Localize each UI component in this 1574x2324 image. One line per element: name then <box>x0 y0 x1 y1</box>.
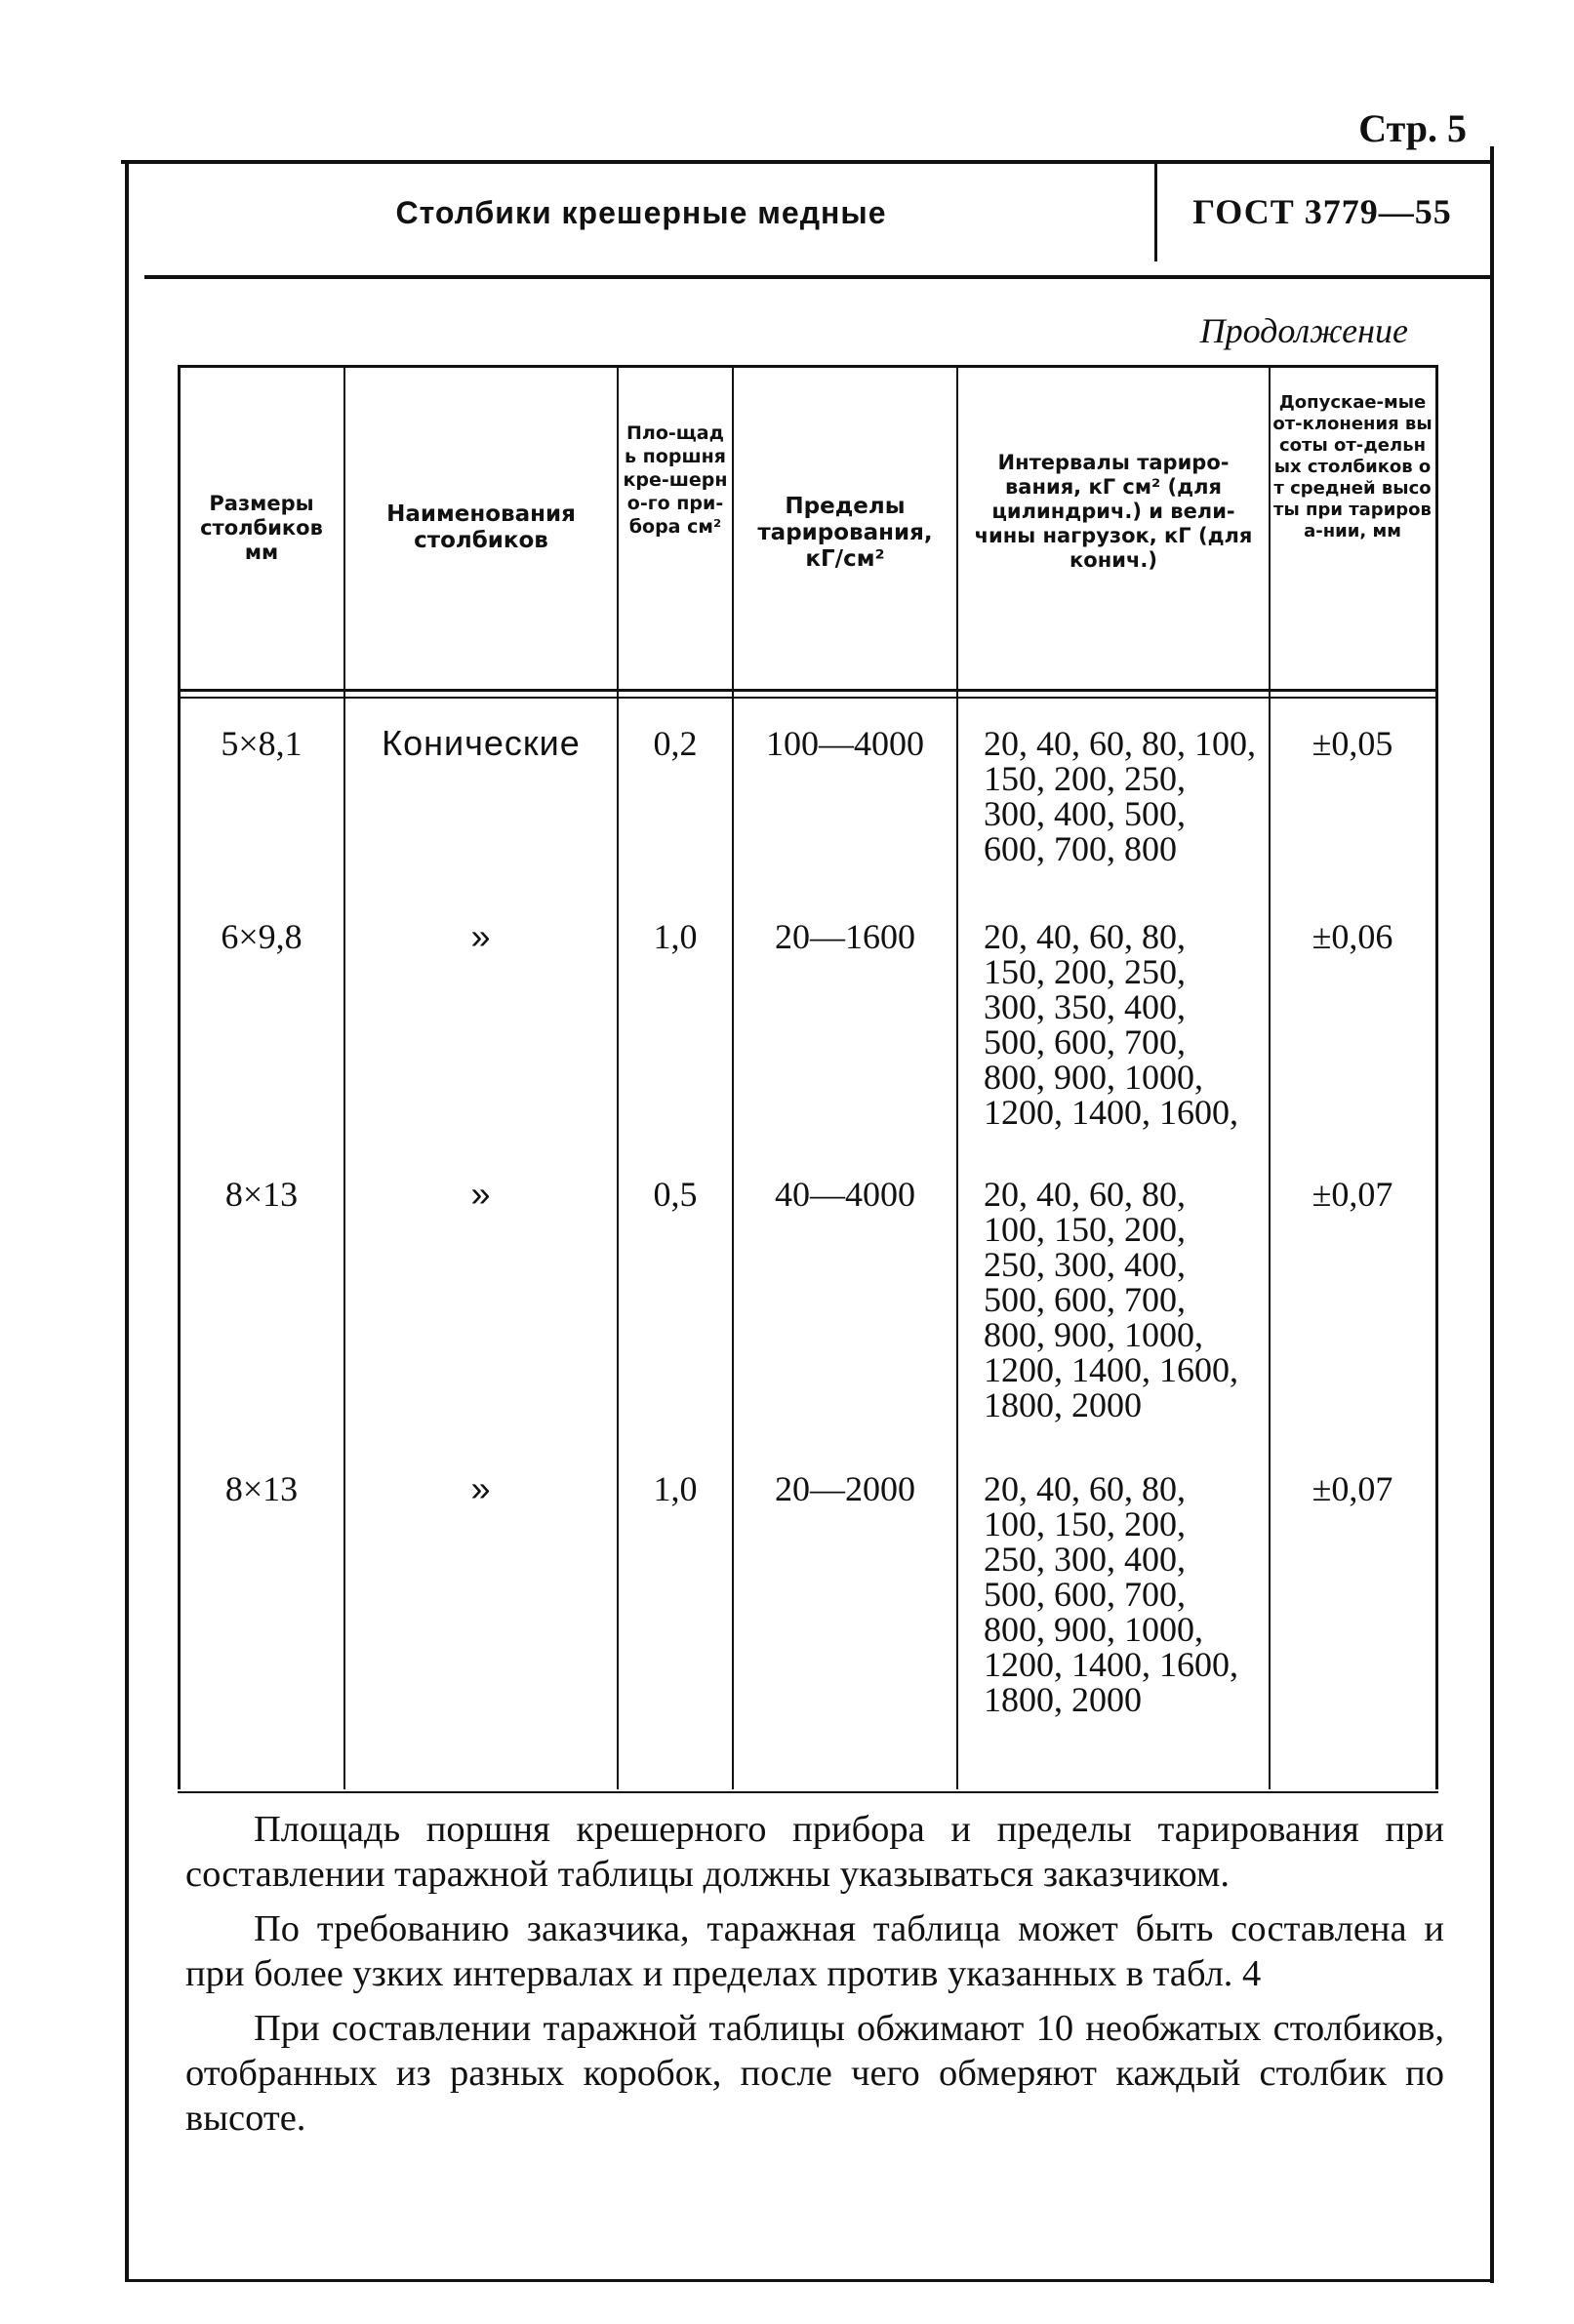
row2-intervals: 20, 40, 60, 80, 150, 200, 250, 300, 350, 400, 500, 600, 700, 800, 900, 1000, 1200, 1400, 1600, <box>984 917 1238 1132</box>
row3-intervals: 20, 40, 60, 80, 100, 150, 200, 250, 300, 400, 500, 600, 700, 800, 900, 1000, 1200, 1400, 1600, 1800, 2000 <box>984 1175 1238 1424</box>
frame-bottom-border <box>125 2279 1491 2282</box>
row1-intervals: 20, 40, 60, 80, 100, 150, 200, 250, 300, 400, 500, 600, 700, 800 <box>984 724 1256 868</box>
frame-top-border <box>121 160 1493 164</box>
row4-intervals: 20, 40, 60, 80, 100, 150, 200, 250, 300, 400, 500, 600, 700, 800, 900, 1000, 1200, 1400, 1600, 1800, 2000 <box>984 1469 1238 1719</box>
col-divider-3 <box>732 365 734 1789</box>
table-left-border <box>178 365 181 1789</box>
row3-size: 8×13 <box>224 1175 299 1214</box>
row2-deviation: ±0,06 <box>1312 917 1393 956</box>
row3-limits: 40—4000 <box>775 1175 915 1214</box>
col-divider-1 <box>343 365 345 1789</box>
row2-size: 6×9,8 <box>221 917 303 956</box>
row1-limits: 100—4000 <box>766 724 924 763</box>
header-sizes: Размеры столбиков мм <box>200 492 323 564</box>
row1-name: Конические <box>382 723 581 763</box>
frame-left-border <box>125 164 129 2281</box>
col-divider-2 <box>617 365 619 1789</box>
row2-limits: 20—1600 <box>775 917 915 956</box>
header-area: Пло-щадь поршня кре-шерно-го при-бора см² <box>623 422 728 538</box>
row4-area: 1,0 <box>653 1469 698 1508</box>
header-double-rule-lower <box>178 697 1438 699</box>
row4-size: 8×13 <box>224 1469 299 1508</box>
row1-deviation: ±0,05 <box>1312 724 1393 763</box>
row4-limits: 20—2000 <box>775 1469 915 1508</box>
row3-area: 0,5 <box>653 1175 698 1214</box>
frame-right-border <box>1490 146 1494 2283</box>
document-title: Столбики крешерные медные <box>395 195 887 230</box>
body-text <box>185 1807 1444 2150</box>
header-deviation: Допускае-мые от-клонения высоты от-дельных столбиков от средней высоты при тарирова-нии, мм <box>1272 392 1433 541</box>
header-intervals: Интервалы тариро-вания, кГ см² (для цилиндрич.) и вели-чины нагрузок, кГ (для конич.) <box>974 451 1253 572</box>
paragraph-1: Площадь поршня крешерного прибора и пределы тарирования при составлении таражной таблицы должны указываться заказчиком. <box>185 1809 1444 1895</box>
calibration-table <box>178 365 1438 1799</box>
row4-deviation: ±0,07 <box>1312 1469 1393 1508</box>
header-names: Наименования столбиков <box>386 501 576 553</box>
paragraph-2: По требованию заказчика, таражная таблица может быть составлена и при более узких интервалах и пределах против указанных в табл. 4 <box>185 1908 1444 1994</box>
header-rule <box>144 275 1491 279</box>
table-top-rule <box>178 365 1438 368</box>
col-divider-5 <box>1269 365 1271 1789</box>
header-limits: Пределы тарирования, кГ/см² <box>757 494 933 572</box>
header-divider <box>1154 164 1157 261</box>
row4-name: » <box>470 1468 492 1508</box>
paragraph-3: При составлении таражной таблицы обжимают 10 необжатых столбиков, отобранных из разных коробок, после чего обмеряют каждый столбик по высоте. <box>185 2008 1444 2139</box>
col-divider-4 <box>956 365 958 1789</box>
continuation-label: Продолжение <box>1199 311 1408 350</box>
page-number: Стр. 5 <box>1358 106 1467 150</box>
table-bottom-rule <box>178 1791 1438 1793</box>
row3-name: » <box>470 1174 492 1214</box>
row1-area: 0,2 <box>653 724 698 763</box>
standard-number: ГОСТ 3779—55 <box>1192 192 1452 231</box>
row1-size: 5×8,1 <box>221 724 303 763</box>
row3-deviation: ±0,07 <box>1312 1175 1393 1214</box>
header-double-rule-upper <box>178 689 1438 692</box>
table-right-border <box>1435 365 1438 1789</box>
row2-area: 1,0 <box>653 917 698 956</box>
row2-name: » <box>470 916 492 956</box>
